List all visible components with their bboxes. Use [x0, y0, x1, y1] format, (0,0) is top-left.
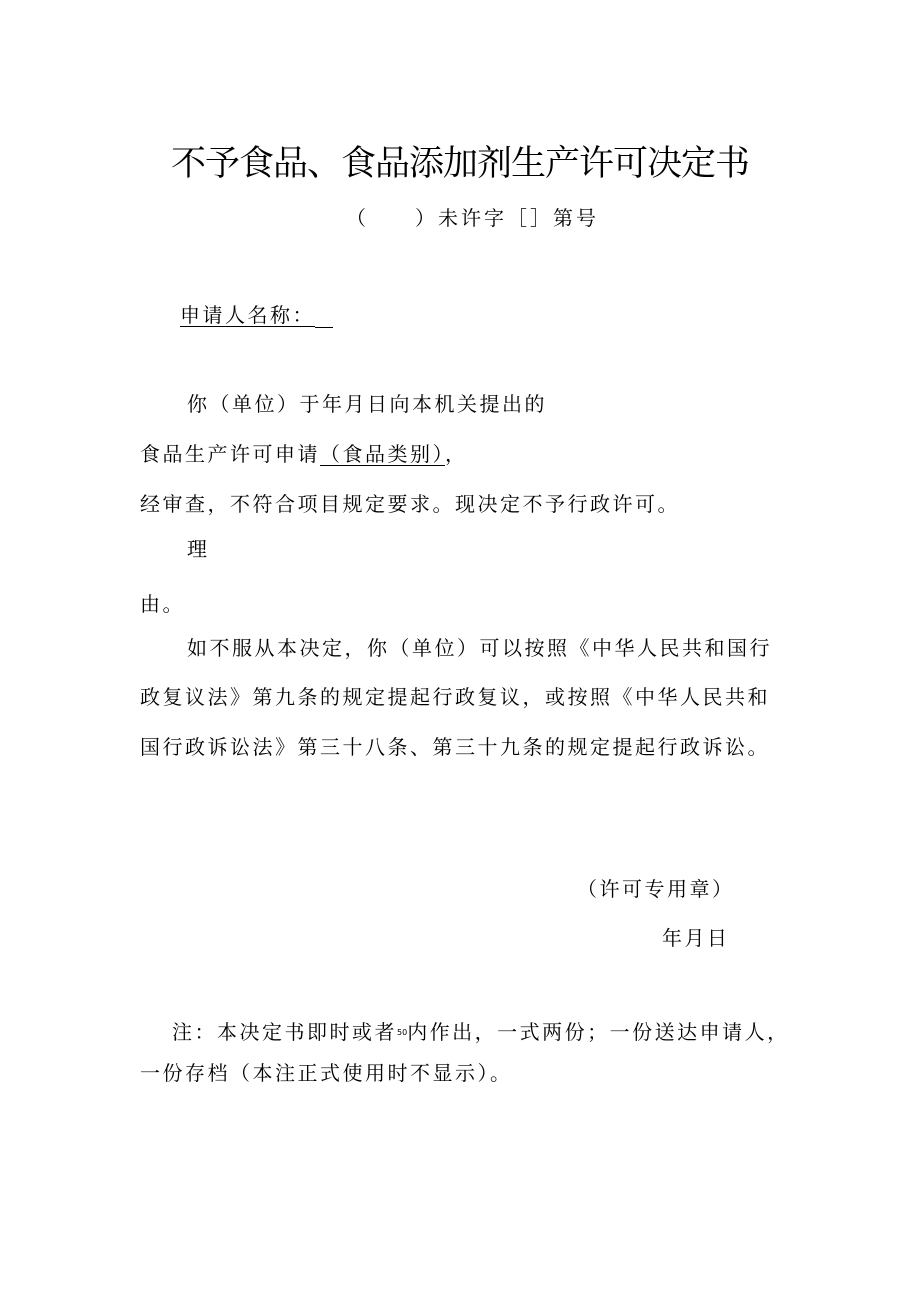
reason-label-end: 由。: [140, 592, 185, 616]
decision-paragraph-line-1: 你（单位）于年月日向本机关提出的: [187, 392, 547, 416]
document-title: 不予食品、食品添加剂生产许可决定书: [170, 144, 749, 184]
appeal-paragraph-line-2: 政复议法》第九条的规定提起行政复议，或按照《中华人民共和: [140, 685, 770, 709]
line-2-suffix: ，: [445, 442, 468, 466]
application-type-prefix: 食品生产许可申请: [140, 442, 320, 466]
note-line-2: 一份存档（本注正式使用时不显示）。: [140, 1061, 513, 1085]
note-small-number: 50: [397, 1028, 408, 1037]
reason-label-start: 理: [187, 537, 210, 561]
date-label: 年月日: [662, 926, 730, 950]
food-category-placeholder: （食品类别）: [320, 442, 445, 466]
applicant-name-label: 申请人名称：: [180, 303, 315, 327]
note-line-1: [172, 1016, 790, 1045]
appeal-paragraph-line-1: 如不服从本决定，你（单位）可以按照《中华人民共和国行: [187, 636, 772, 660]
note-text-a: 注：本决定书即时或者: [172, 1020, 397, 1044]
applicant-name-blank: [315, 305, 333, 328]
decision-paragraph-line-3: 经审查，不符合项目规定要求。现决定不予行政许可。: [140, 492, 680, 516]
applicant-name-field: [180, 299, 333, 328]
appeal-paragraph-line-3: 国行政诉讼法》第三十八条、第三十九条的规定提起行政诉讼。: [140, 735, 770, 759]
decision-paragraph-line-2: [140, 438, 468, 467]
seal-label: （许可专用章）: [577, 877, 735, 901]
document-number: （ ）未许字［］第号: [346, 206, 599, 230]
note-text-b: 内作出，一式两份；一份送达申请人，: [407, 1020, 790, 1044]
